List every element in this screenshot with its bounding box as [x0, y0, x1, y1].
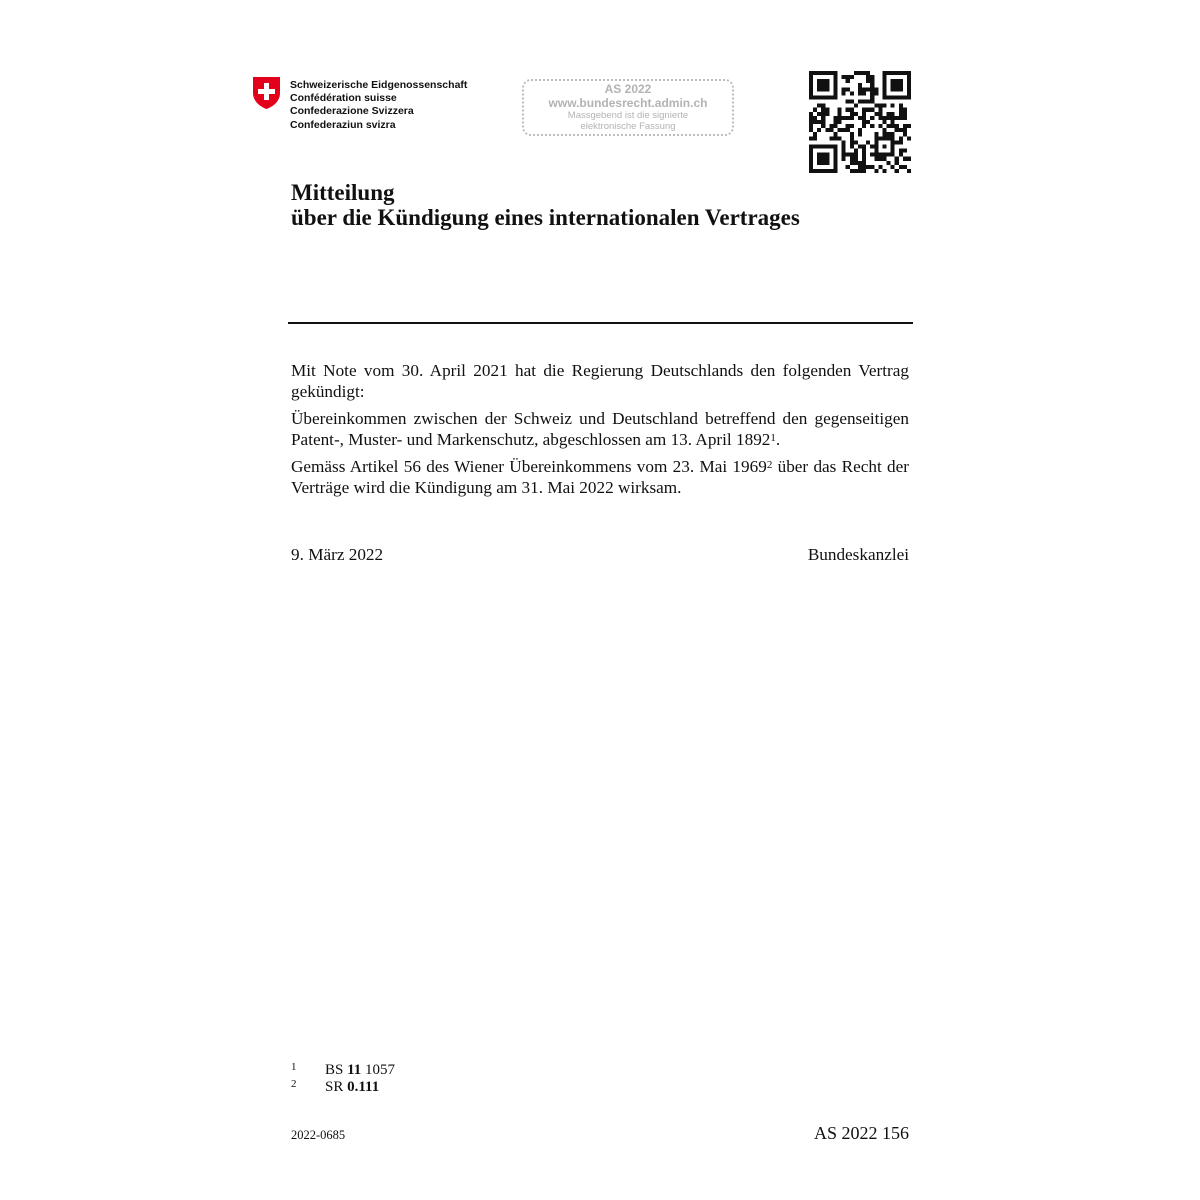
confederation-name-rm: Confederaziun svizra	[290, 118, 396, 131]
footnote-number: 2	[291, 1077, 297, 1090]
footnote-ref-1[interactable]: 1	[770, 432, 776, 444]
title-line-2: über die Kündigung eines internationalen Vertrages	[291, 205, 800, 230]
document-date: 9. März 2022	[291, 545, 384, 564]
body-paragraph-2	[291, 408, 909, 450]
document-id: 2022-0685	[291, 1128, 346, 1142]
paragraph-2-text: Übereinkommen zwischen der Schweiz und Deutschland betreffend den gegenseitigen Patent-, Muster- und Markenschutz, abgeschlossen am 13. April 1892	[291, 409, 909, 449]
footnote-ref-2[interactable]: 2	[766, 459, 773, 471]
swiss-cross-icon	[252, 76, 281, 110]
stamp-as-number: AS 2022	[604, 82, 652, 96]
footnote-volume: 0.111	[347, 1078, 380, 1095]
page-title	[291, 180, 800, 230]
issuer: Bundeskanzlei	[807, 545, 909, 564]
confederation-name-fr: Confédération suisse	[290, 92, 397, 105]
body-paragraph-1: Mit Note vom 30. April 2021 hat die Regierung Deutschlands den folgenden Vertrag gekündigt:	[291, 361, 909, 401]
footnote-prefix: SR	[325, 1078, 348, 1095]
footnote-number: 1	[291, 1061, 297, 1073]
stamp-url: www.bundesrecht.admin.ch	[548, 96, 708, 110]
paragraph-3-text-a: Gemäss Artikel 56 des Wiener Übereinkommens vom 23. Mai 1969	[291, 457, 767, 476]
footnote-prefix: BS	[325, 1062, 348, 1078]
confederation-name-it: Confederazione Svizzera	[290, 105, 414, 118]
paragraph-3-text-b: über das Recht der Verträge wird die Kündigung am 31. Mai 2022 wirksam.	[291, 457, 909, 497]
footnote-1	[291, 1062, 395, 1079]
stamp-note-line2: elektronische Fassung	[580, 121, 676, 132]
title-divider	[288, 322, 913, 324]
stamp-note-line1: Massgebend ist die signierte	[567, 110, 689, 121]
footnote-suffix: 1057	[361, 1062, 396, 1078]
body-paragraph-3	[291, 456, 909, 498]
as-reference: AS 2022 156	[813, 1123, 909, 1143]
qr-code-icon	[809, 71, 911, 173]
confederation-name-de: Schweizerische Eidgenossenschaft	[290, 79, 468, 91]
title-line-1: Mitteilung	[291, 180, 395, 205]
footnote-2	[291, 1079, 395, 1096]
footnotes	[291, 1062, 395, 1095]
publication-stamp	[522, 79, 734, 136]
footnote-volume: 11	[347, 1062, 362, 1078]
document-body	[291, 360, 909, 504]
confederation-names	[290, 79, 467, 132]
paragraph-2-end: .	[775, 430, 781, 449]
